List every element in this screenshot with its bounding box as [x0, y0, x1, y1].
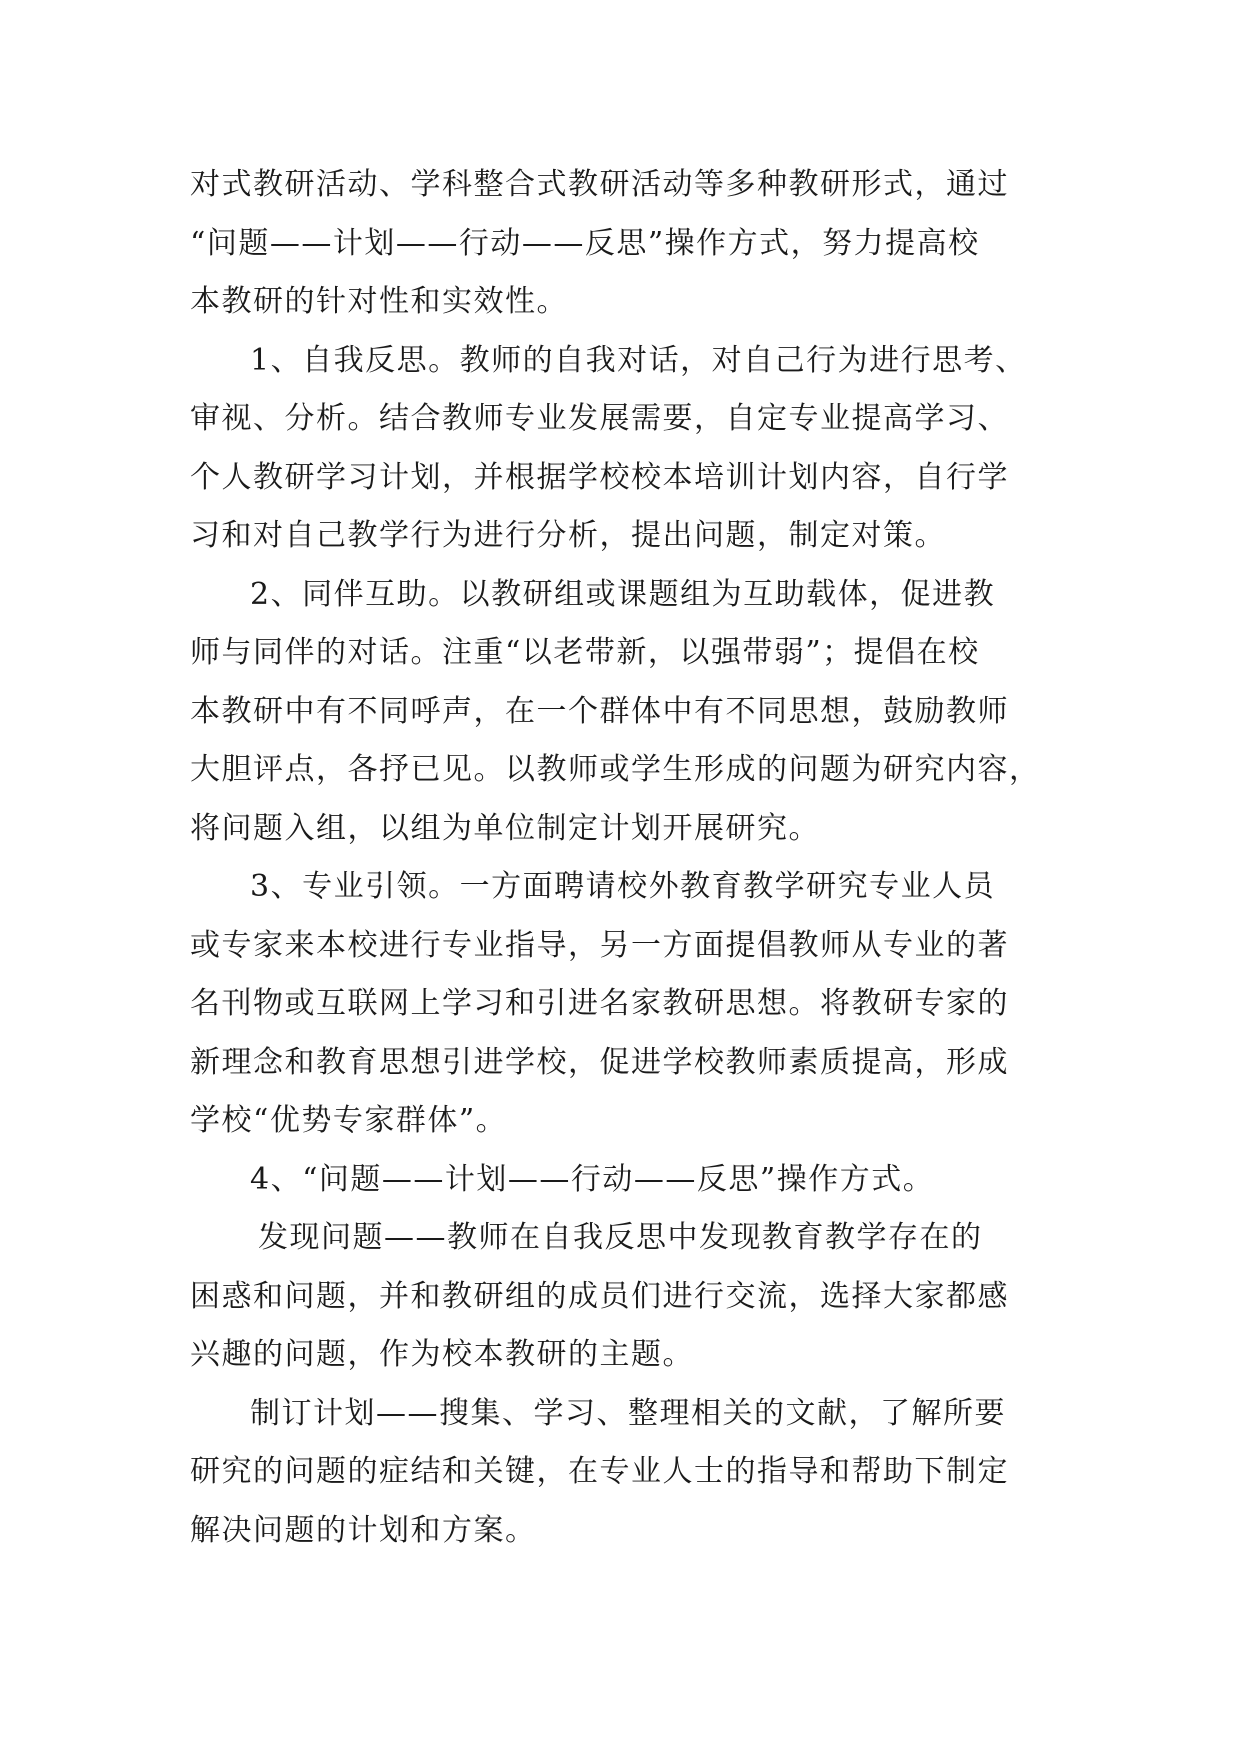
- text-line: 名刊物或互联网上学习和引进名家教研思想。将教研专家的: [190, 986, 1009, 1021]
- text-line: 本教研中有不同呼声，在一个群体中有不同思想，鼓励教师: [190, 693, 1009, 729]
- text-line: 学校“优势专家群体”。: [190, 1103, 508, 1138]
- text-line: 解决问题的计划和方案。: [190, 1512, 537, 1548]
- paragraph-start-peer-help: 2、同伴互助。以教研组或课题组为互助载体，促进教: [250, 576, 996, 612]
- paragraph-start-self-reflection: 1、自我反思。教师的自我对话，对自己行为进行思考、: [250, 342, 1027, 378]
- paragraph-start-make-plan: 制订计划——搜集、学习、整理相关的文献，了解所要: [250, 1395, 1006, 1431]
- text-line: 大胆评点，各抒已见。以教师或学生形成的问题为研究内容，: [190, 752, 1041, 787]
- text-line: 或专家来本校进行专业指导，另一方面提倡教师从专业的著: [190, 927, 1009, 963]
- text-line: 将问题入组，以组为单位制定计划开展研究。: [190, 810, 820, 846]
- paragraph-start-find-problem: 发现问题——教师在自我反思中发现教育教学存在的: [258, 1220, 983, 1255]
- text-line: 新理念和教育思想引进学校，促进学校教师素质提高，形成: [190, 1044, 1009, 1080]
- text-line: 困惑和问题，并和教研组的成员们进行交流，选择大家都感: [190, 1278, 1009, 1314]
- text-line: 本教研的针对性和实效性。: [190, 284, 568, 319]
- body-text: [190, 156, 1055, 1560]
- text-line: 兴趣的问题，作为校本教研的主题。: [190, 1337, 694, 1372]
- paragraph-start-operation-mode: 4、“问题——计划——行动——反思”操作方式。: [250, 1161, 935, 1197]
- text-line: 习和对自己教学行为进行分析，提出问题，制定对策。: [190, 518, 946, 553]
- text-line: 审视、分析。结合教师专业发展需要，自定专业提高学习、: [190, 401, 1009, 436]
- text-line: 个人教研学习计划，并根据学校校本培训计划内容，自行学: [190, 459, 1009, 495]
- text-line: 师与同伴的对话。注重“以老带新，以强带弱”；提倡在校: [190, 635, 980, 670]
- text-line: “问题——计划——行动——反思”操作方式，努力提高校: [190, 225, 980, 261]
- text-line: 研究的问题的症结和关键，在专业人士的指导和帮助下制定: [190, 1454, 1009, 1489]
- text-line: 对式教研活动、学科整合式教研活动等多种教研形式，通过: [190, 167, 1009, 202]
- paragraph-start-professional-lead: 3、专业引领。一方面聘请校外教育教学研究专业人员: [250, 869, 996, 904]
